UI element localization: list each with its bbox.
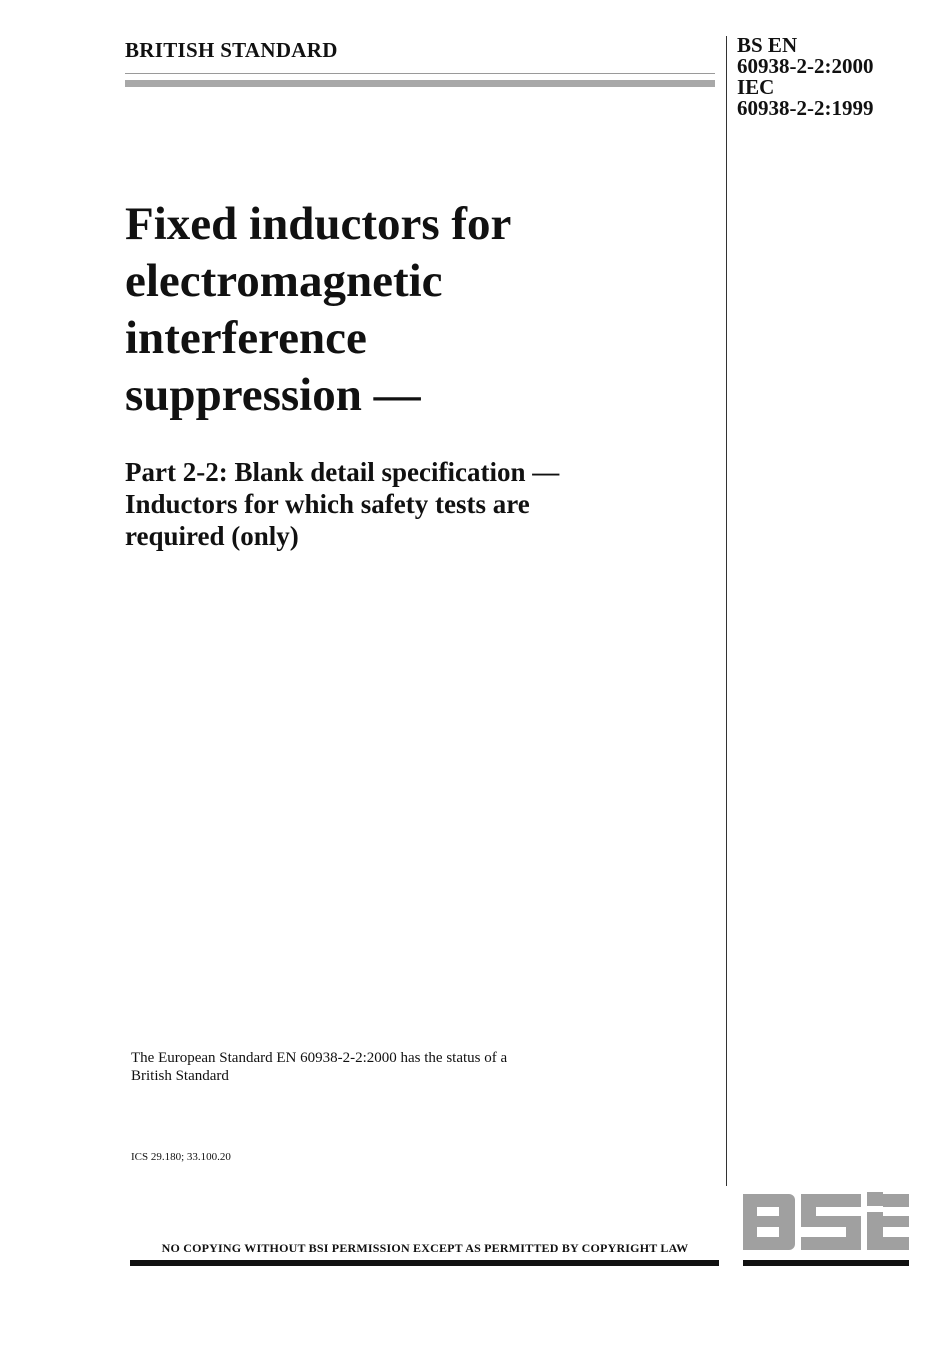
document-title [125, 196, 715, 424]
standard-number-line: 60938-2-2:1999 [737, 96, 874, 120]
ics-code: ICS 29.180; 33.100.20 [131, 1151, 231, 1163]
title-line: Fixed inductors for [125, 198, 512, 250]
document-subtitle [125, 456, 715, 552]
copyright-notice: NO COPYING WITHOUT BSI PERMISSION EXCEPT AS PERMITTED BY COPYRIGHT LAW [161, 1241, 689, 1255]
standard-number-line: IEC [737, 75, 775, 99]
subtitle-line: Inductors for which safety tests are [125, 489, 530, 519]
title-line: suppression — [125, 369, 421, 421]
bsi-logo-icon [743, 1192, 909, 1254]
header-thin-rule [125, 73, 715, 74]
subtitle-line: required (only) [125, 521, 299, 551]
vertical-divider [726, 36, 727, 1186]
document-type-label: BRITISH STANDARD [125, 38, 338, 62]
status-statement [131, 1049, 651, 1085]
footer-rule-left [130, 1260, 719, 1266]
title-line: interference [125, 312, 367, 364]
title-line: electromagnetic [125, 255, 443, 307]
standard-number-line: BS EN [737, 33, 798, 57]
standard-number-line: 60938-2-2:2000 [737, 54, 874, 78]
standard-numbers [737, 35, 873, 119]
status-line: British Standard [131, 1068, 229, 1084]
subtitle-line: Part 2-2: Blank detail specification — [125, 457, 560, 487]
status-line: The European Standard EN 60938-2-2:2000 has the status of a [131, 1050, 508, 1066]
footer-rule-right [743, 1260, 909, 1266]
header-thick-rule [125, 80, 715, 87]
